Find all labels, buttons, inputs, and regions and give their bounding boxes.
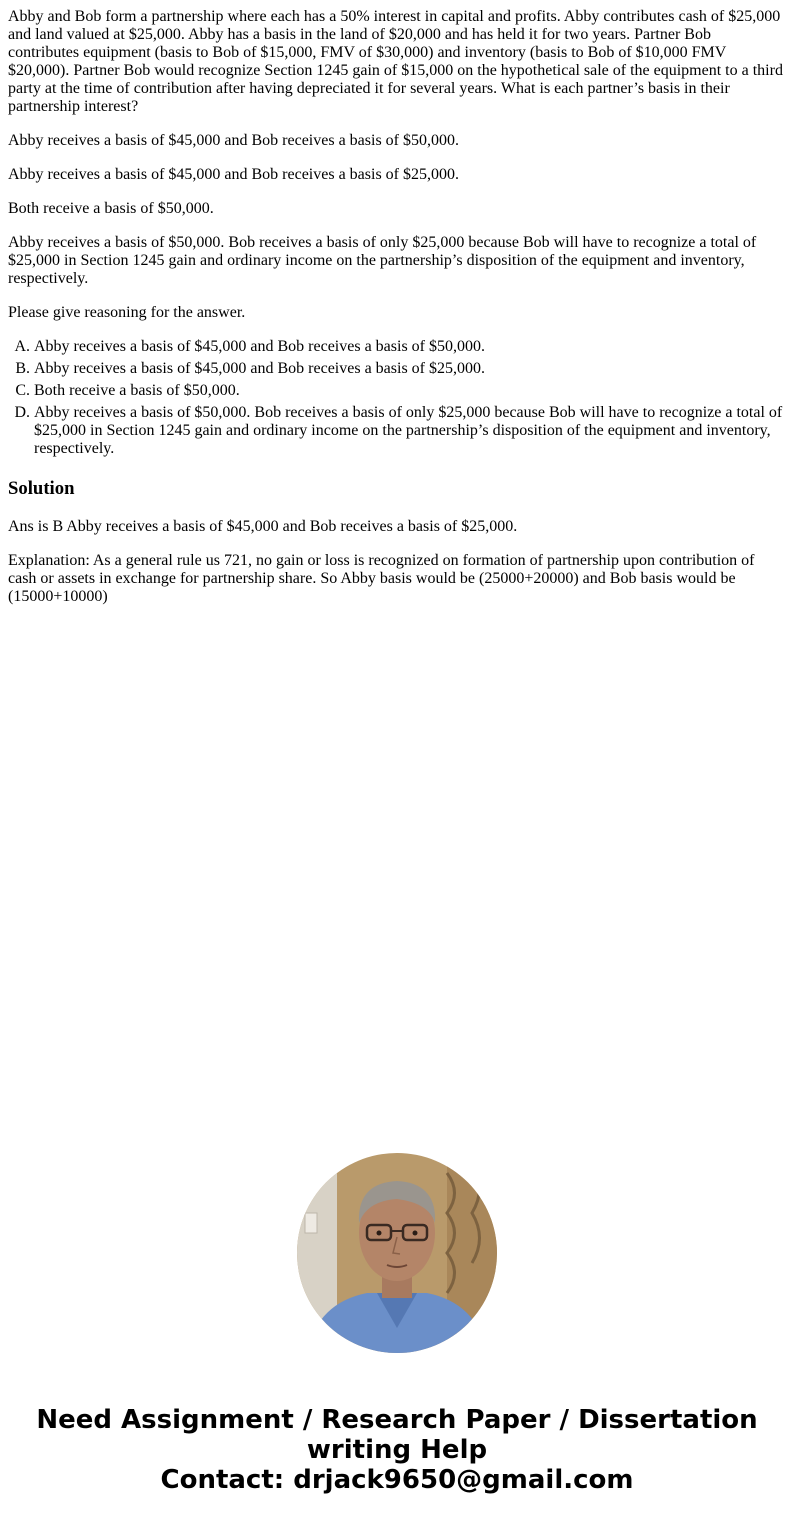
solution-explanation: Explanation: As a general rule us 721, no gain or loss is recognized on formation of partnership upon contribution of cash or assets in exchange for partnership share. So Abby basis would be (25000+20000) and Bob basis would be (15000+10000) bbox=[8, 552, 755, 605]
solution-heading: Solution bbox=[8, 478, 75, 499]
solution-answer: Ans is B Abby receives a basis of $45,000 and Bob receives a basis of $25,000. bbox=[8, 518, 518, 535]
choice-text: Abby receives a basis of $45,000 and Bob receives a basis of $25,000. bbox=[8, 166, 459, 183]
option-c: C. Both receive a basis of $50,000. bbox=[34, 382, 786, 400]
promo-help-line: Need Assignment / Research Paper / Dissertation writing Help bbox=[36, 1405, 758, 1465]
question-text: Abby and Bob form a partnership where each has a 50% interest in capital and profits. Abby contributes cash of $25,000 and land valued at $25,000. Abby has a basis in the land of $20,000 and has held it for two years. Partner Bob contributes equipment (basis to Bob of $15,000, FMV of $30,000) and inventory (basis to Bob of $10,000 FMV $20,000). Partner Bob would recognize Section 1245 gain of $15,000 on the hypothetical sale of the equipment to a third party at the time of contribution after having depreciated it for several years. What is each partner’s basis in their partnership interest? bbox=[8, 8, 783, 115]
choice-text: Both receive a basis of $50,000. bbox=[8, 200, 214, 217]
document-body bbox=[0, 0, 794, 606]
question-block bbox=[8, 8, 786, 322]
answer-options-list bbox=[8, 338, 786, 458]
tutor-photo bbox=[297, 1153, 497, 1353]
promo-text bbox=[0, 1405, 794, 1495]
option-b: B. Abby receives a basis of $45,000 and Bob receives a basis of $25,000. bbox=[34, 360, 786, 378]
choice-text: Abby receives a basis of $45,000 and Bob receives a basis of $50,000. bbox=[8, 132, 459, 149]
reasoning-prompt: Please give reasoning for the answer. bbox=[8, 304, 246, 321]
option-a: A. Abby receives a basis of $45,000 and Bob receives a basis of $50,000. bbox=[34, 338, 786, 356]
promo-section bbox=[0, 1153, 794, 1495]
promo-contact-line: Contact: drjack9650@gmail.com bbox=[160, 1465, 634, 1495]
choice-text: Abby receives a basis of $50,000. Bob receives a basis of only $25,000 because Bob will have to recognize a total of $25,000 in Section 1245 gain and ordinary income on the partnership’s disposition of the equipment and inventory, respectively. bbox=[8, 234, 757, 287]
option-d: D. Abby receives a basis of $50,000. Bob receives a basis of only $25,000 because Bob will have to recognize a total of $25,000 in Section 1245 gain and ordinary income on the partnership’s disposition of the equipment and inventory, respectively. bbox=[34, 404, 786, 458]
avatar bbox=[297, 1153, 497, 1353]
